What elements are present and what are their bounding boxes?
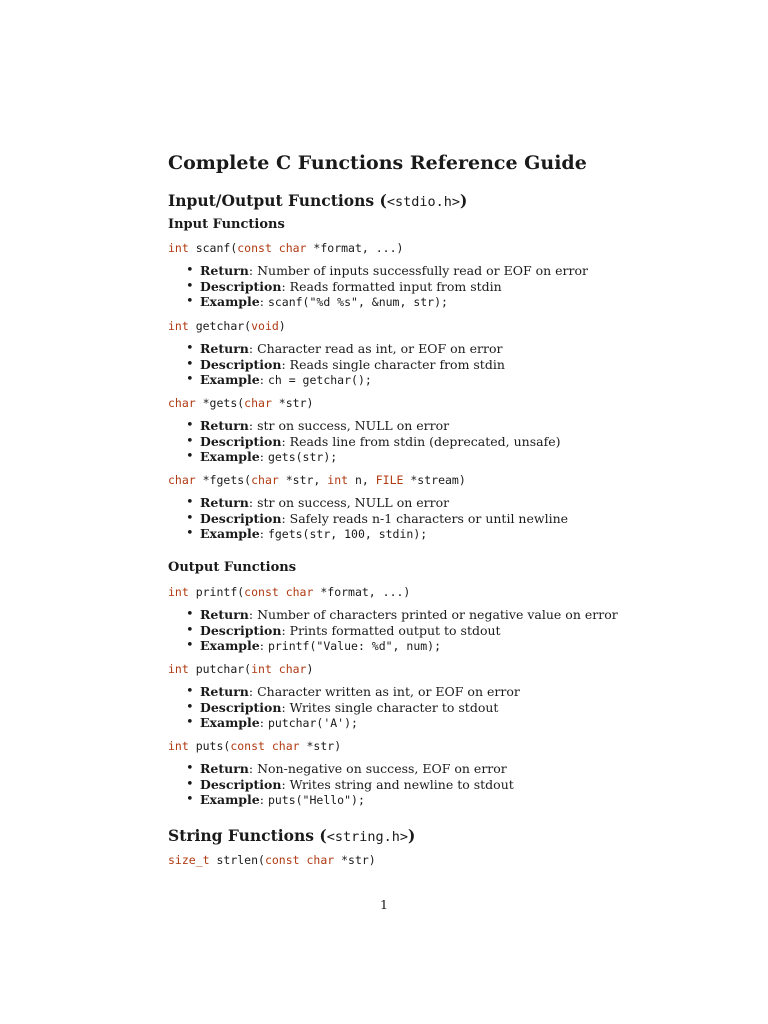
section-heading-string: [168, 826, 415, 845]
signature-keyword: int char: [251, 662, 307, 676]
example-item-scanf: • Example: scanf("%d %s", &num, str);: [184, 294, 588, 311]
signature-text: ): [306, 662, 314, 676]
description-item-gets: • Description: Reads line from stdin (deprecated, unsafe): [184, 434, 560, 450]
subsection-heading-input: Input Functions: [168, 217, 285, 232]
description-text-gets: Reads line from stdin (deprecated, unsafe): [289, 433, 561, 449]
signature-keyword: int: [168, 585, 189, 599]
return-item-scanf: • Return: Number of inputs successfully read or EOF on error: [184, 263, 588, 279]
signature-text: *str): [271, 396, 314, 410]
signature-keyword: const char: [264, 853, 335, 867]
example-code-fgets: fgets(str, 100, stdin);: [267, 527, 428, 542]
signature-text: printf(: [188, 585, 245, 599]
example-label: Example: [200, 294, 260, 310]
signature-keyword: int: [168, 319, 189, 333]
return-text-puts: Non-negative on success, EOF on error: [257, 761, 507, 776]
subsection-heading-output: Output Functions: [168, 560, 297, 575]
details-fgets: [184, 495, 568, 543]
signature-text: *format, ...): [306, 241, 404, 255]
example-code-putchar: putchar('A');: [267, 716, 358, 731]
details-getchar: [184, 341, 505, 389]
description-item-scanf: • Description: Reads formatted input from stdin: [184, 279, 588, 295]
section-heading-string-header: <string.h>: [326, 829, 409, 845]
description-label: Description: [200, 433, 282, 449]
signature-keyword: char: [251, 473, 279, 487]
signature-fgets: [168, 473, 466, 487]
signature-strlen: [168, 853, 376, 867]
description-item-printf: • Description: Prints formatted output to stdout: [184, 623, 618, 639]
signature-putchar: [168, 662, 313, 676]
details-putchar: [184, 684, 520, 732]
example-code-printf: printf("Value: %d", num);: [267, 639, 442, 654]
return-label: Return: [200, 761, 249, 776]
example-label: Example: [200, 526, 260, 542]
example-label: Example: [200, 792, 260, 808]
return-label: Return: [200, 684, 249, 699]
description-text-getchar: Reads single character from stdin: [289, 356, 505, 372]
return-text-fgets: str on success, NULL on error: [257, 495, 450, 510]
example-label: Example: [200, 372, 260, 388]
example-item-putchar: • Example: putchar('A');: [184, 715, 520, 732]
section-heading-io-text: Input/Output Functions (: [168, 191, 387, 210]
section-heading-string-close: ): [408, 826, 416, 845]
signature-text: strlen(: [209, 853, 265, 867]
example-code-getchar: ch = getchar();: [267, 373, 372, 388]
signature-keyword: int: [168, 241, 189, 255]
signature-keyword: const char: [230, 739, 300, 753]
section-heading-string-text: String Functions (: [168, 826, 327, 845]
example-item-printf: • Example: printf("Value: %d", num);: [184, 638, 618, 655]
page-title: Complete C Functions Reference Guide: [168, 152, 587, 174]
return-item-getchar: • Return: Character read as int, or EOF on error: [184, 341, 505, 357]
example-code-gets: gets(str);: [267, 450, 338, 465]
details-gets: [184, 418, 560, 466]
signature-getchar: [168, 319, 286, 333]
signature-text: *fgets(: [195, 473, 252, 487]
description-item-puts: • Description: Writes string and newline to stdout: [184, 777, 514, 793]
signature-keyword: char: [244, 396, 272, 410]
return-label: Return: [200, 418, 249, 433]
signature-text: *format, ...): [313, 585, 411, 599]
return-label: Return: [200, 607, 249, 622]
return-text-putchar: Character written as int, or EOF on error: [257, 684, 520, 699]
description-label: Description: [200, 356, 282, 372]
example-label: Example: [200, 638, 260, 654]
example-item-gets: • Example: gets(str);: [184, 449, 560, 466]
description-item-getchar: • Description: Reads single character from stdin: [184, 357, 505, 373]
return-item-fgets: • Return: str on success, NULL on error: [184, 495, 568, 511]
description-label: Description: [200, 622, 282, 638]
example-code-scanf: scanf("%d %s", &num, str);: [267, 295, 448, 310]
return-text-printf: Number of characters printed or negative value on error: [257, 607, 618, 622]
section-heading-io: [168, 191, 467, 210]
signature-keyword: FILE: [375, 473, 404, 487]
signature-text: getchar(: [188, 319, 252, 333]
signature-text: *str): [299, 739, 342, 753]
signature-text: *gets(: [195, 396, 245, 410]
signature-keyword: char: [168, 473, 196, 487]
signature-text: ): [278, 319, 286, 333]
details-printf: [184, 607, 618, 655]
signature-text: n,: [348, 473, 376, 487]
description-item-putchar: • Description: Writes single character to stdout: [184, 700, 520, 716]
section-heading-io-close: ): [460, 191, 468, 210]
example-item-getchar: • Example: ch = getchar();: [184, 372, 505, 389]
description-item-fgets: • Description: Safely reads n-1 characters or until newline: [184, 511, 568, 527]
description-text-putchar: Writes single character to stdout: [289, 699, 499, 715]
return-item-puts: • Return: Non-negative on success, EOF on error: [184, 761, 514, 777]
description-text-puts: Writes string and newline to stdout: [289, 776, 514, 792]
details-puts: [184, 761, 514, 809]
signature-text: *str,: [278, 473, 328, 487]
return-label: Return: [200, 495, 249, 510]
example-code-puts: puts("Hello");: [267, 793, 365, 808]
return-label: Return: [200, 263, 249, 278]
description-label: Description: [200, 776, 282, 792]
description-label: Description: [200, 699, 282, 715]
description-label: Description: [200, 278, 282, 294]
signature-scanf: [168, 241, 403, 255]
example-item-puts: • Example: puts("Hello");: [184, 792, 514, 809]
section-heading-io-header: <stdio.h>: [386, 194, 461, 210]
signature-text: scanf(: [188, 241, 238, 255]
return-item-gets: • Return: str on success, NULL on error: [184, 418, 560, 434]
details-scanf: [184, 263, 588, 311]
return-text-getchar: Character read as int, or EOF on error: [257, 341, 503, 356]
signature-keyword: const char: [244, 585, 314, 599]
signature-printf: [168, 585, 410, 599]
example-label: Example: [200, 449, 260, 465]
example-item-fgets: • Example: fgets(str, 100, stdin);: [184, 526, 568, 543]
signature-text: *stream): [403, 473, 466, 487]
signature-keyword: int: [327, 473, 349, 487]
signature-keyword: size_t: [168, 853, 210, 867]
signature-keyword: void: [251, 319, 279, 333]
signature-text: *str): [334, 853, 376, 867]
signature-keyword: const char: [237, 241, 307, 255]
page-number: 1: [380, 897, 388, 912]
signature-gets: [168, 396, 313, 410]
return-item-printf: • Return: Number of characters printed or negative value on error: [184, 607, 618, 623]
signature-keyword: int: [168, 739, 189, 753]
description-text-fgets: Safely reads n-1 characters or until newline: [289, 510, 569, 526]
return-item-putchar: • Return: Character written as int, or EOF on error: [184, 684, 520, 700]
signature-text: putchar(: [188, 662, 252, 676]
example-label: Example: [200, 715, 260, 731]
return-label: Return: [200, 341, 249, 356]
signature-puts: [168, 739, 341, 753]
signature-keyword: char: [168, 396, 196, 410]
description-text-scanf: Reads formatted input from stdin: [289, 278, 502, 294]
return-text-gets: str on success, NULL on error: [257, 418, 450, 433]
signature-text: puts(: [188, 739, 231, 753]
description-text-printf: Prints formatted output to stdout: [289, 622, 501, 638]
description-label: Description: [200, 510, 282, 526]
return-text-scanf: Number of inputs successfully read or EOF on error: [257, 263, 588, 278]
signature-keyword: int: [168, 662, 189, 676]
